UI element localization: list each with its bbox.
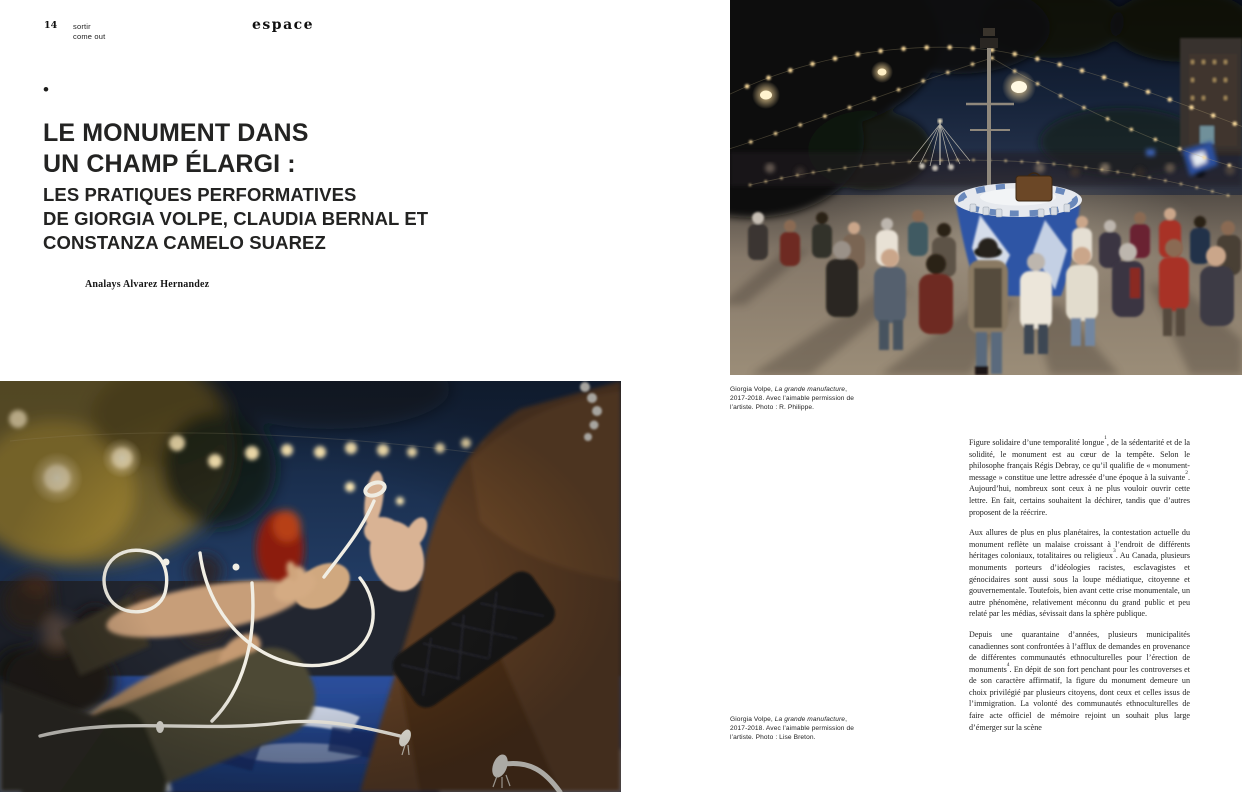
title-line-2: UN CHAMP ÉLARGI : <box>43 149 296 178</box>
caption-right-photo <box>730 385 854 412</box>
photo-night-crowd-art <box>730 0 1242 375</box>
caption-artist: Giorgia Volpe, <box>730 386 775 393</box>
article-title <box>43 118 308 180</box>
subtitle-line-3: CONSTANZA CAMELO SUAREZ <box>43 232 326 254</box>
photo-night-crowd <box>730 0 1242 375</box>
magazine-logo: espace <box>252 17 315 33</box>
subtitle-line-2: DE GIORGIA VOLPE, CLAUDIA BERNAL ET <box>43 208 429 230</box>
caption-artist: Giorgia Volpe, <box>730 716 775 723</box>
body-paragraph: Figure solidaire d’une temporalité longue$^1$, de la sédentarité et de la solidité, le monument est au cœur de la tempête. Selon le philosophe français Régis Debray, ce qu’il qualifie de « monument-message » constitue une lettre adressée d’une époque à la suivante$^2$. Aujourd’hui, nombreux sont ceux à ne plus vouloir ouvrir cette lettre. En fait, certains souhaitent la déchirer, tandis que d’autres proposent de la réécrire. <box>969 434 1190 517</box>
body-paragraph: Depuis une quarantaine d’années, plusieurs municipalités canadiennes sont confrontées à l’afflux de demandes en provenance de différentes communautés ethnoculturelles pour l’érection de monuments$^4$. En dépit de son fort penchant pour les controverses et de son caractère affirmatif, la figure du monument demeure un choix privilégié par plusieurs citoyens, dont ceux et celles issus de l’immigration. La volonté des communautés ethnoculturelles de faire acte officiel de mémoire rejoint un souhait plus large d’émerger sur la scène <box>969 629 1190 732</box>
article-bullet: • <box>43 80 49 99</box>
photo-hands-cords <box>0 381 621 792</box>
photo-hands-cords-art <box>0 381 621 792</box>
body-column <box>969 434 1190 742</box>
caption-details: , 2017-2018. Avec l’aimable permission de l’artiste. Photo : Lise Breton. <box>730 716 855 741</box>
author-name: Analays Alvarez Hernandez <box>85 279 210 290</box>
page-folio: 14 <box>44 20 58 31</box>
article-subtitle <box>43 183 428 255</box>
body-paragraph: Aux allures de plus en plus planétaires, la contestation actuelle du monument reflète un malaise croissant à l’endroit de différents héritages coloniaux, totalitaires ou religieux$^3$. Au Canada, plusieurs monuments porteurs d’idéologies racistes, esclavagistes et génocidaires sont aussi sous la loupe médiatique, citoyenne et gouvernementale. Toutefois, bien avant cette crise monumentale, un autre phénomène, relativement méconnu du grand public et peu relaté par les médias, sévissait dans la sphère publique. <box>969 528 1190 619</box>
caption-work-title: La grande manufacture <box>774 716 846 723</box>
title-line-1: LE MONUMENT DANS <box>43 118 309 147</box>
caption-work-title: La grande manufacture <box>774 386 846 393</box>
caption-details: , 2017-2018. Avec l’aimable permission de l’artiste. Photo : R. Philippe. <box>730 386 855 411</box>
section-label-line1: sortir <box>73 22 91 31</box>
caption-left-photo <box>730 715 854 742</box>
section-label-line2: come out <box>73 32 106 41</box>
subtitle-line-1: LES PRATIQUES PERFORMATIVES <box>43 184 357 206</box>
section-label <box>73 22 105 42</box>
